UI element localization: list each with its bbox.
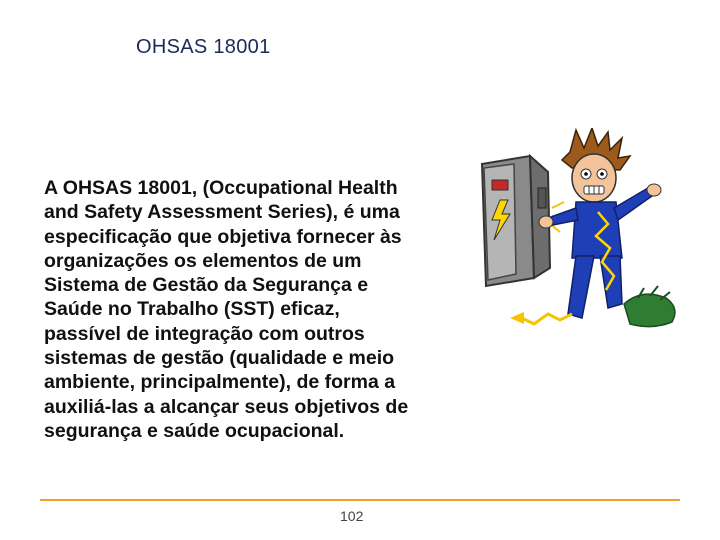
footer-rule [40, 499, 680, 501]
page-number: 102 [340, 508, 364, 524]
slide-title: OHSAS 18001 [136, 36, 271, 58]
slide-body-text: A OHSAS 18001, (Occupational Health and Safety Assessment Series), é uma especificação que objetiva fornecer às organizações os elementos de um Sistema de Gestão da Segurança e Saúde no Trabalho (SST) eficaz, passível de integração com outros sistemas de gestão (qualidade e meio ambiente, principalmente), de forma a auxiliá-las a alcançar seus objetivos de segurança e saúde ocupacional. [44, 177, 409, 442]
